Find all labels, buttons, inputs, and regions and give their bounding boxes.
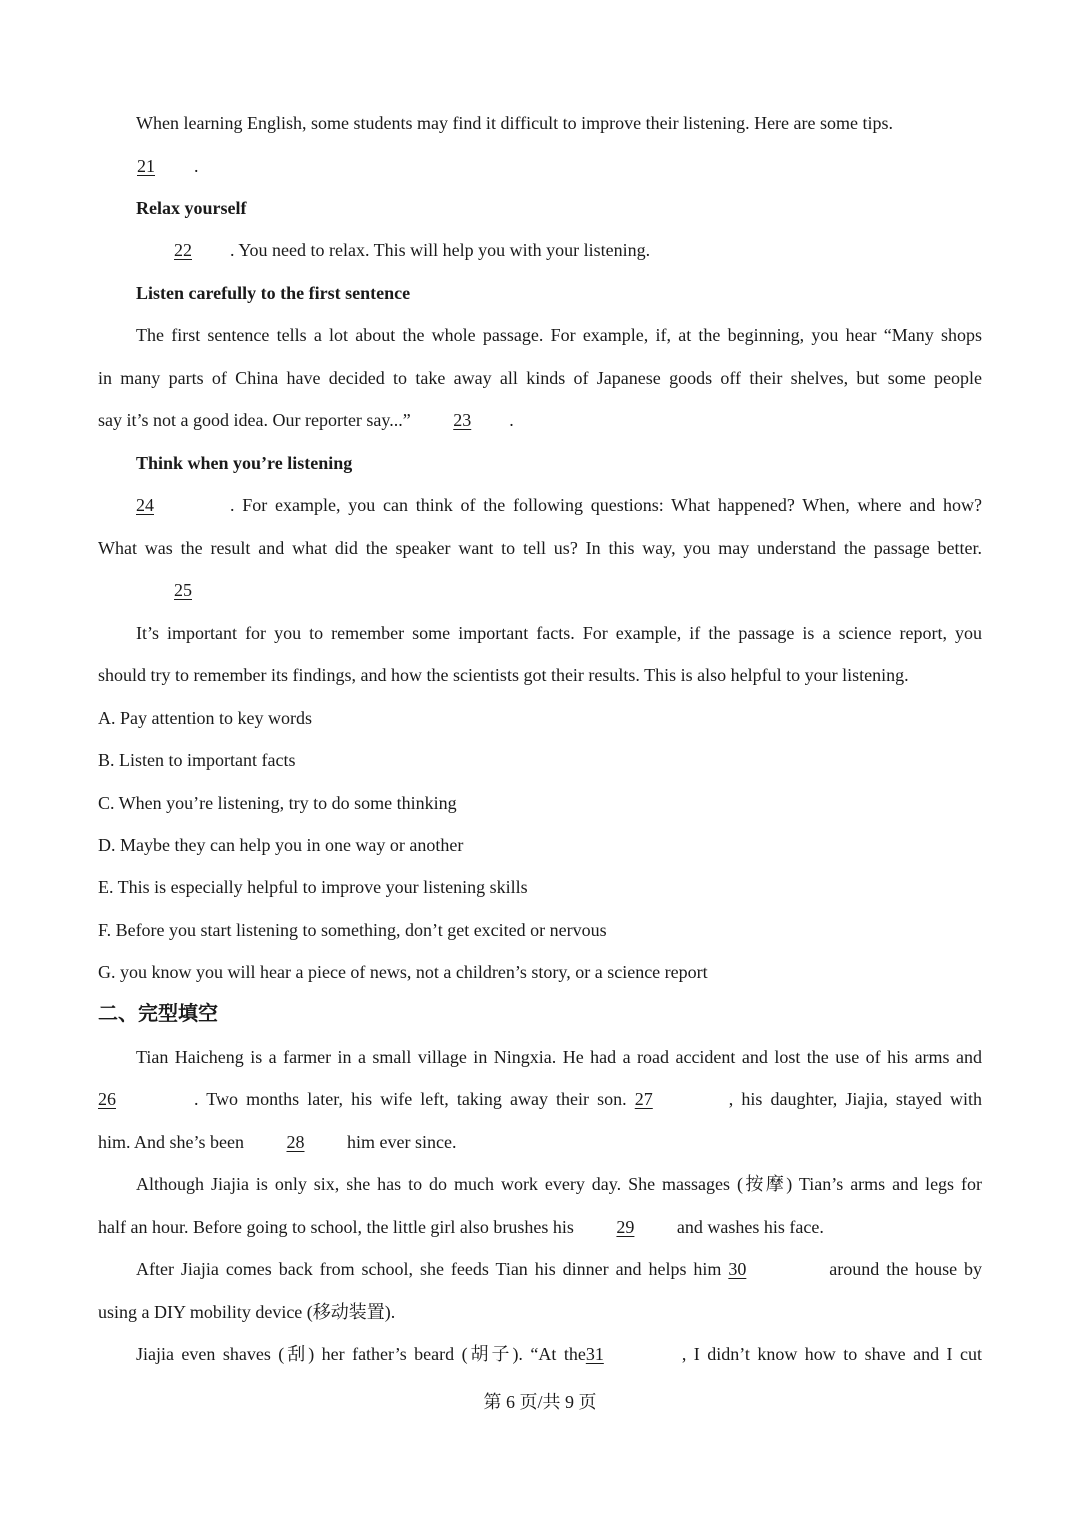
think-text: . For example, you can think of the following questions: What happened? When, where and how? — [230, 495, 982, 515]
blank-30: 30 — [728, 1259, 747, 1279]
blank-27: 27 — [634, 1089, 653, 1109]
relax-paragraph — [136, 241, 982, 259]
first-sentence-line-2: in many parts of China have decided to take away all kinds of Japanese goods off their shelves, but some people — [98, 368, 982, 388]
cloze-p1-text-a: . Two months later, his wife left, taking away their son. — [194, 1089, 627, 1109]
cloze-p3-line-2: using a DIY mobility device (移动装置). — [98, 1302, 396, 1322]
option-b: B. Listen to important facts — [98, 750, 296, 770]
think-line-1 — [136, 496, 982, 514]
intro-paragraph: When learning English, some students may find it difficult to improve their listening. Here are some tips. — [136, 113, 894, 133]
heading-first-sentence: Listen carefully to the first sentence — [136, 283, 411, 303]
blank-28: 28 — [286, 1132, 305, 1152]
option-g: G. you know you will hear a piece of news, not a children’s story, or a science report — [98, 962, 708, 982]
blank-24: 24 — [136, 495, 154, 515]
blank-25: 25 — [174, 580, 192, 600]
blank-21: 21 — [137, 156, 155, 176]
cloze-p4-text-a: Jiajia even shaves (刮) her father’s beard (胡子). “At the — [136, 1344, 586, 1364]
cloze-p4-text-b: , I didn’t know how to shave and I cut — [681, 1344, 982, 1364]
cloze-p4-line-1 — [136, 1345, 982, 1363]
option-c: C. When you’re listening, try to do some thinking — [98, 793, 457, 813]
cloze-p1-text-c: him. And she’s been — [98, 1132, 244, 1152]
cloze-p1-text-d: him ever since. — [347, 1132, 457, 1152]
think-line-2: What was the result and what did the speaker want to tell us? In this way, you may understand the passage better. — [98, 538, 982, 558]
first-sentence-line-1: The first sentence tells a lot about the whole passage. For example, if, at the beginning, you hear “Many shops — [136, 325, 982, 345]
cloze-p3-text-b: around the house by — [829, 1259, 983, 1279]
option-f: F. Before you start listening to something, don’t get excited or nervous — [98, 920, 607, 940]
blank-22: 22 — [174, 240, 192, 260]
heading-think: Think when you’re listening — [136, 453, 353, 473]
heading-relax: Relax yourself — [136, 198, 247, 218]
cloze-p2-text-a: half an hour. Before going to school, the little girl also brushes his — [98, 1217, 574, 1237]
cloze-p1-line-3 — [98, 1133, 982, 1151]
cloze-p1-line-1: Tian Haicheng is a farmer in a small village in Ningxia. He had a road accident and lost the use of his arms and — [136, 1047, 982, 1067]
section-title-cloze: 二、完型填空 — [98, 1001, 218, 1025]
option-a: A. Pay attention to key words — [98, 708, 312, 728]
blank-21-line: 21 . — [98, 157, 982, 175]
option-e: E. This is especially helpful to improve your listening skills — [98, 877, 528, 897]
cloze-p1-text-b: , his daughter, Jiajia, stayed with — [728, 1089, 983, 1109]
cloze-p3-line-1 — [136, 1260, 982, 1278]
cloze-p2-line-2 — [98, 1218, 982, 1236]
cloze-p3-text-a: After Jiajia comes back from school, she feeds Tian his dinner and helps him — [136, 1259, 722, 1279]
relax-text: . You need to relax. This will help you with your listening. — [230, 240, 651, 260]
cloze-p1-line-2 — [98, 1090, 982, 1108]
first-sentence-line-3: say it’s not a good idea. Our reporter say...” 23 . — [98, 410, 514, 430]
blank-23: 23 — [453, 410, 472, 430]
blank-31: 31 — [585, 1344, 604, 1364]
facts-line-2: should try to remember its findings, and how the scientists got their results. This is also helpful to your listening. — [98, 665, 909, 685]
blank-26: 26 — [98, 1089, 116, 1109]
blank-29: 29 — [616, 1217, 635, 1237]
page-number-footer: 第 6 页/共 9 页 — [483, 1392, 597, 1412]
blank-25-line — [136, 581, 982, 599]
cloze-p2-line-1: Although Jiajia is only six, she has to do much work every day. She massages (按摩) Tian’s arms and legs for — [136, 1174, 982, 1194]
cloze-p2-text-b: and washes his face. — [676, 1217, 824, 1237]
first-sentence-text: say it’s not a good idea. Our reporter say...” — [98, 410, 411, 430]
option-d: D. Maybe they can help you in one way or another — [98, 835, 464, 855]
facts-line-1: It’s important for you to remember some important facts. For example, if the passage is a science report, you — [136, 623, 982, 643]
